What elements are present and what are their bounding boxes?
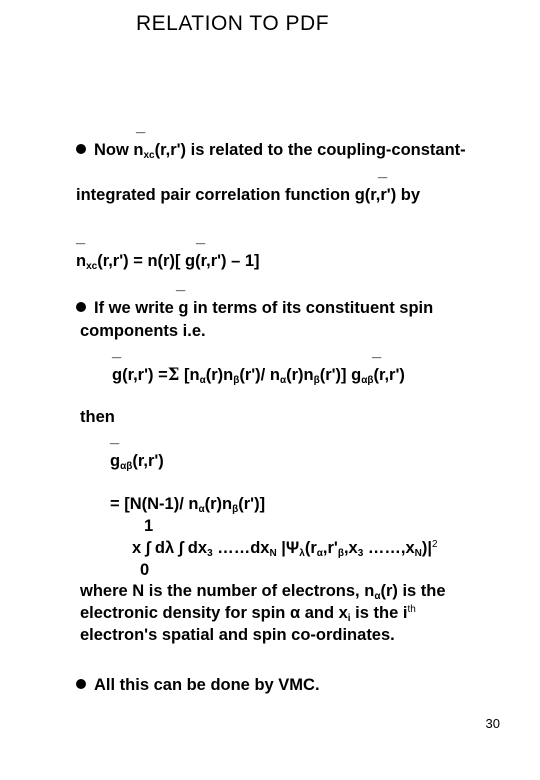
equation-g-decomposition: g(r,r') =Σ [$n_\alpha(r)n_\beta(r')/$ $n_\alpha(r)n_\beta(r')$] $g_{\alpha\beta}(r,r')$ [112, 365, 405, 386]
overbar: _ [196, 228, 206, 246]
equation-rhs-prefactor: = [N(N-1)/ $n_\alpha(r)n_\beta(r')$] [110, 495, 266, 515]
bullet-2-line-2: components i.e. [80, 322, 206, 340]
where-line-3: electron's spatial and spin co-ordinates. [80, 626, 395, 644]
bullet-icon [76, 679, 86, 689]
overbar: _ [176, 275, 186, 293]
bullet-1-line-2: integrated pair correlation function g(r,r') by [76, 186, 421, 204]
equation-integral: x ∫ dλ ∫ $dx_3$ $\dots\dots dx_N$ $|\Psi_\lambda(r_\alpha,r'_\beta,x_3$ $\dots\dots,x_N)|^2$ [132, 539, 438, 559]
bullet-icon [76, 302, 86, 312]
equation-nxc: $n_{xc}(r,r') = n(r)$[ g(r,r') – 1] [76, 252, 260, 272]
page-number: 30 [485, 716, 500, 731]
bullet-icon [76, 144, 86, 154]
bullet-3: All this can be done by VMC. [76, 675, 320, 695]
overbar: _ [76, 228, 86, 246]
bullet-1-line-1: Now $n_{xc}(r,r')$ is related to the coupling-constant- [76, 140, 466, 160]
then-label: then [80, 408, 115, 426]
overbar: _ [110, 428, 120, 446]
bullet-2-line-1: If we write g in terms of its constituent spin [76, 298, 433, 318]
integral-upper-limit: 1 [144, 517, 154, 535]
where-line-2: electronic density for spin α and $x_i$ is the $i^{th}$ [80, 604, 416, 624]
where-line-1: where N is the number of electrons, $n_\alpha(r)$ is the [80, 582, 446, 602]
equation-g-alpha-beta: $g_{\alpha\beta}(r,r')$ [110, 452, 164, 472]
overbar: _ [372, 342, 382, 360]
page-title: RELATION TO PDF [136, 12, 330, 35]
overbar: _ [136, 117, 146, 135]
overbar: _ [378, 162, 388, 180]
integral-lower-limit: 0 [140, 561, 150, 579]
overbar: _ [112, 342, 122, 360]
